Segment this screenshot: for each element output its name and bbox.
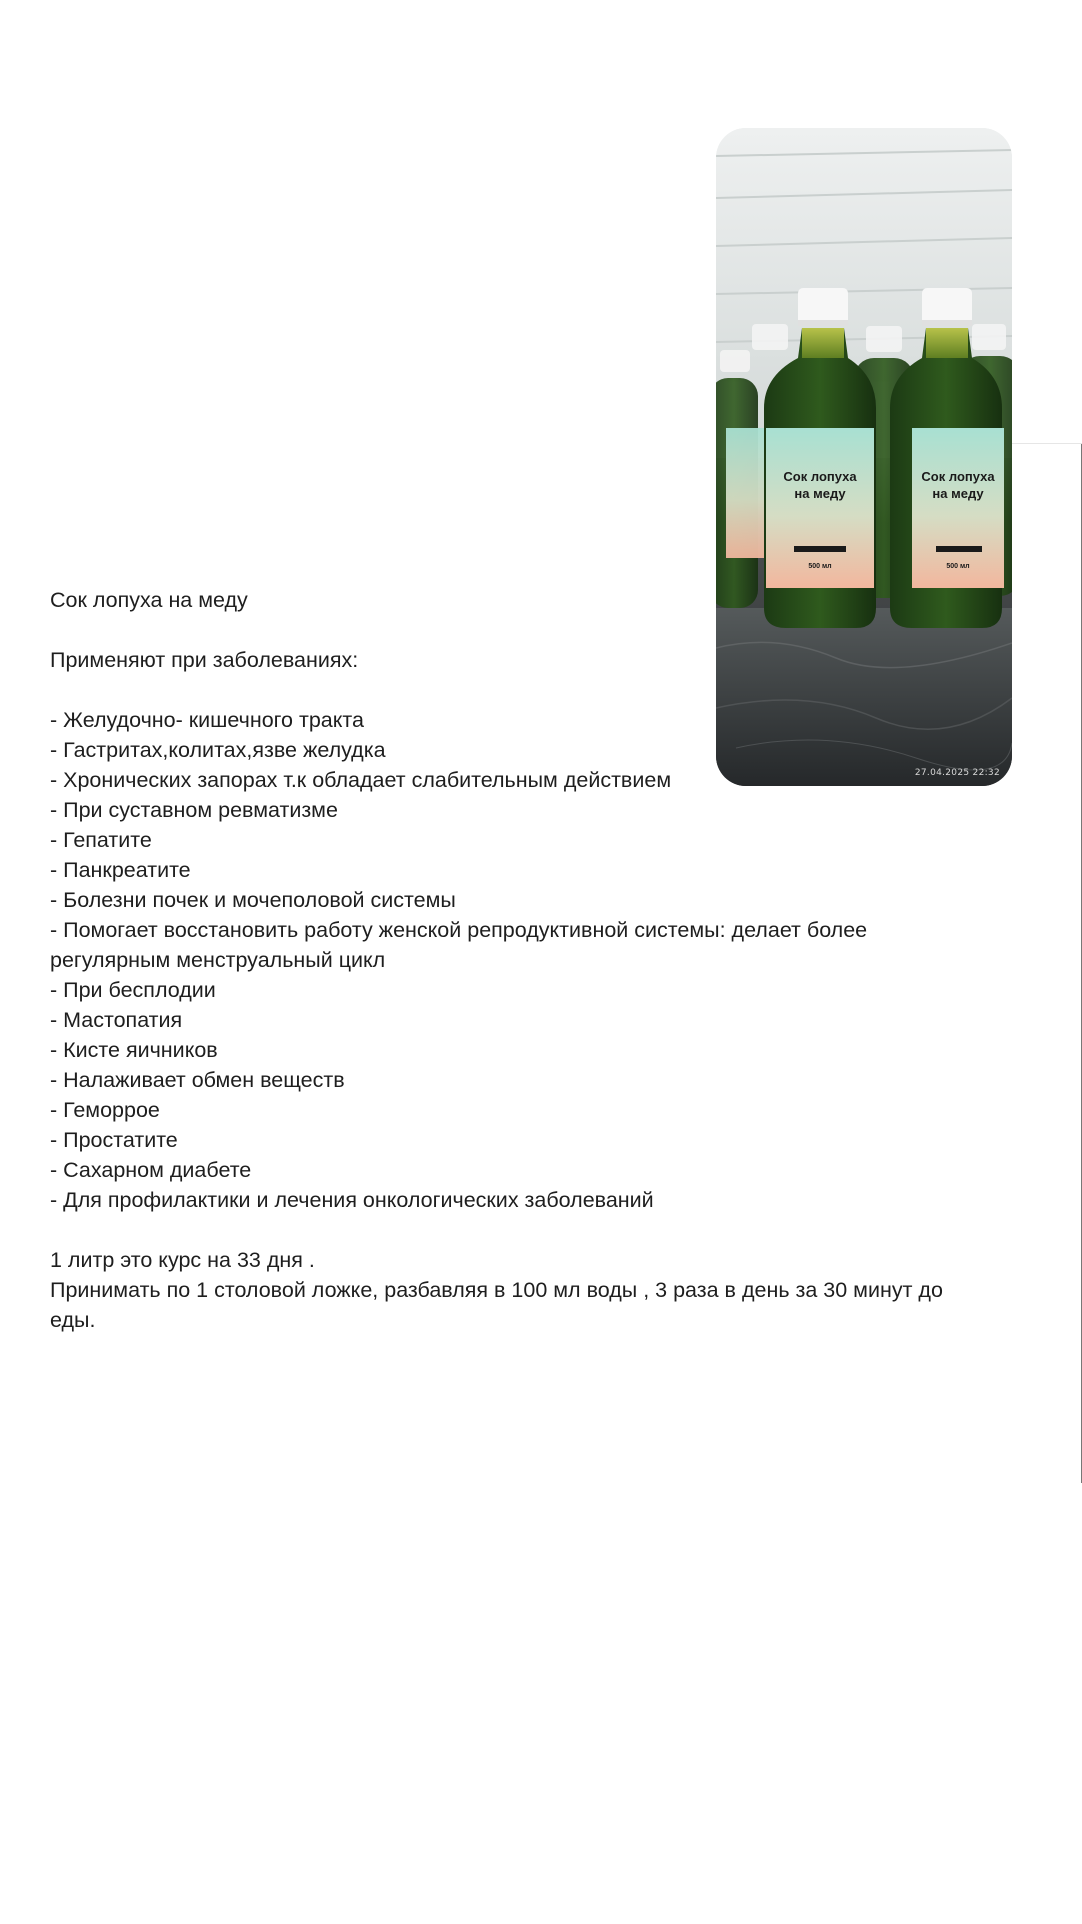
bottle-label-line2: на меду (794, 486, 846, 501)
product-description (50, 585, 1010, 1335)
spacer (50, 615, 1010, 645)
list-item: - При бесплодии (50, 978, 216, 1002)
photo-timestamp: 27.04.2025 22:32 (914, 768, 1000, 778)
list-item: - Простатите (50, 1128, 178, 1152)
list-item: - Кисте яичников (50, 1038, 218, 1062)
spacer (50, 675, 1010, 705)
indications-list (50, 705, 1010, 1215)
list-item: - Гастритах,колитах,язве желудка (50, 738, 386, 762)
list-item: - Панкреатите (50, 858, 191, 882)
list-item: - Помогает восстановить работу женской репродуктивной системы: делает более регулярным менструальный цикл (50, 918, 868, 972)
bottle-label-volume: 500 мл (808, 563, 832, 570)
list-item: - Желудочно- кишечного тракта (50, 708, 364, 732)
doc-intro: Применяют при заболеваниях: (50, 648, 359, 672)
course-text: 1 литр это курс на 33 дня . (50, 1248, 315, 1272)
list-item: - Гепатите (50, 828, 152, 852)
list-item: - Для профилактики и лечения онкологических заболеваний (50, 1188, 654, 1212)
list-item: - При суставном ревматизме (50, 798, 338, 822)
bottle2-label-volume: 500 мл (946, 563, 970, 570)
page-edge-line-top (1012, 443, 1082, 444)
doc-title: Сок лопуха на меду (50, 588, 248, 612)
dosage-text: Принимать по 1 столовой ложке, разбавляя в 100 мл воды , 3 раза в день за 30 минут до еды. (50, 1278, 943, 1332)
spacer (50, 1215, 1010, 1245)
bottle-label-line1: Сок лопуха (783, 469, 857, 484)
list-item: - Сахарном диабете (50, 1158, 252, 1182)
bottle2-label-line2: на меду (932, 486, 984, 501)
list-item: - Хронических запорах т.к обладает слабительным действием (50, 768, 672, 792)
list-item: - Мастопатия (50, 1008, 183, 1032)
bottle2-label-line1: Сок лопуха (921, 469, 995, 484)
list-item: - Болезни почек и мочеполовой системы (50, 888, 456, 912)
list-item: - Геморрое (50, 1098, 160, 1122)
list-item: - Налаживает обмен веществ (50, 1068, 345, 1092)
